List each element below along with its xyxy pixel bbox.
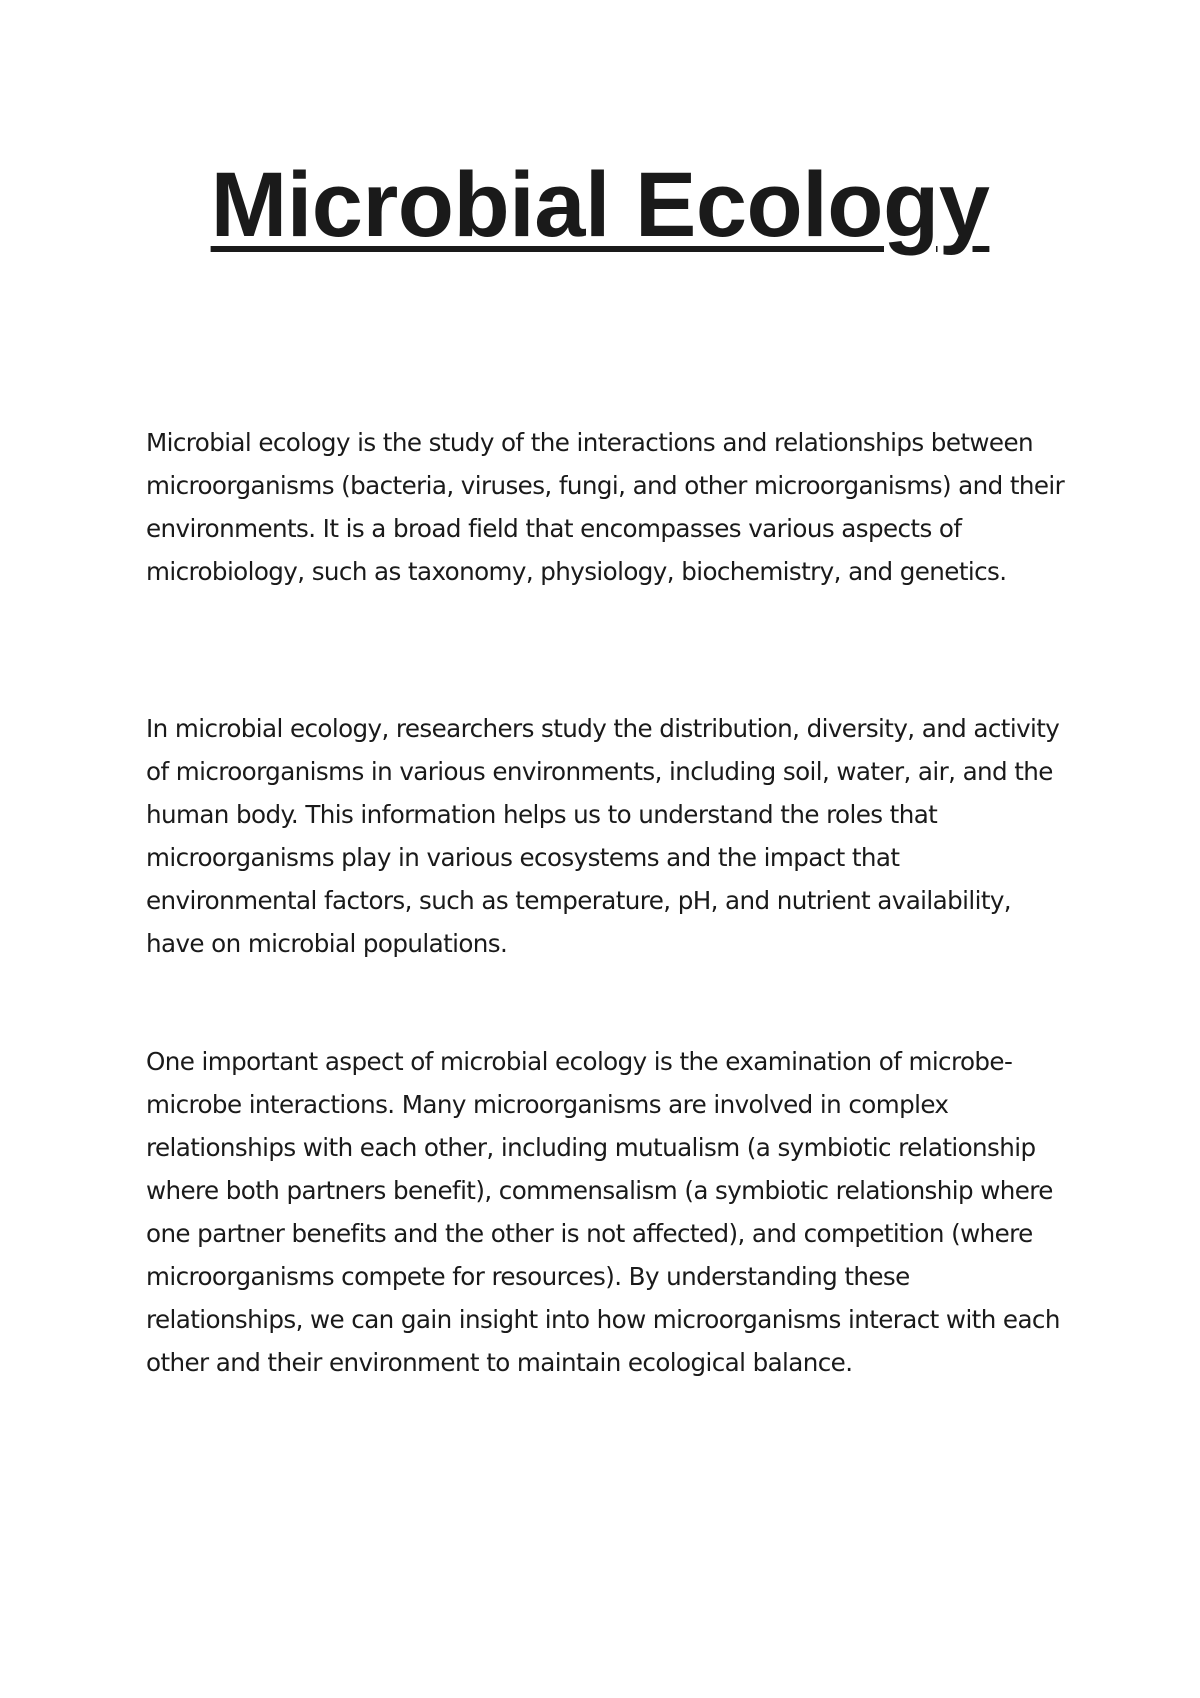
paragraph-1: Microbial ecology is the study of the interactions and relationships between microorganisms (bacteria, viruses, fungi, and other microorganisms) and their environments. It is a broad field that encompasses various aspects of microbiology, such as taxonomy, physiology, biochemistry, and genetics. bbox=[146, 428, 1065, 586]
document-title: Microbial Ecology bbox=[210, 154, 990, 256]
paragraph-2: In microbial ecology, researchers study the distribution, diversity, and activity of microorganisms in various environments, including soil, water, air, and the human body. This information helps us to understand the roles that microorganisms play in various ecosystems and the impact that environmental factors, such as temperature, pH, and nutrient availability, have on microbial populations. bbox=[146, 714, 1060, 958]
paragraph-3: One important aspect of microbial ecology is the examination of microbe-microbe interactions. Many microorganisms are involved in complex relationships with each other, including mutualism (a symbiotic relationship where both partners benefit), commensalism (a symbiotic relationship where one partner benefits and the other is not affected), and competition (where microorganisms compete for resources). By understanding these relationships, we can gain insight into how microorganisms interact with each other and their environment to maintain ecological balance. bbox=[146, 1047, 1060, 1377]
